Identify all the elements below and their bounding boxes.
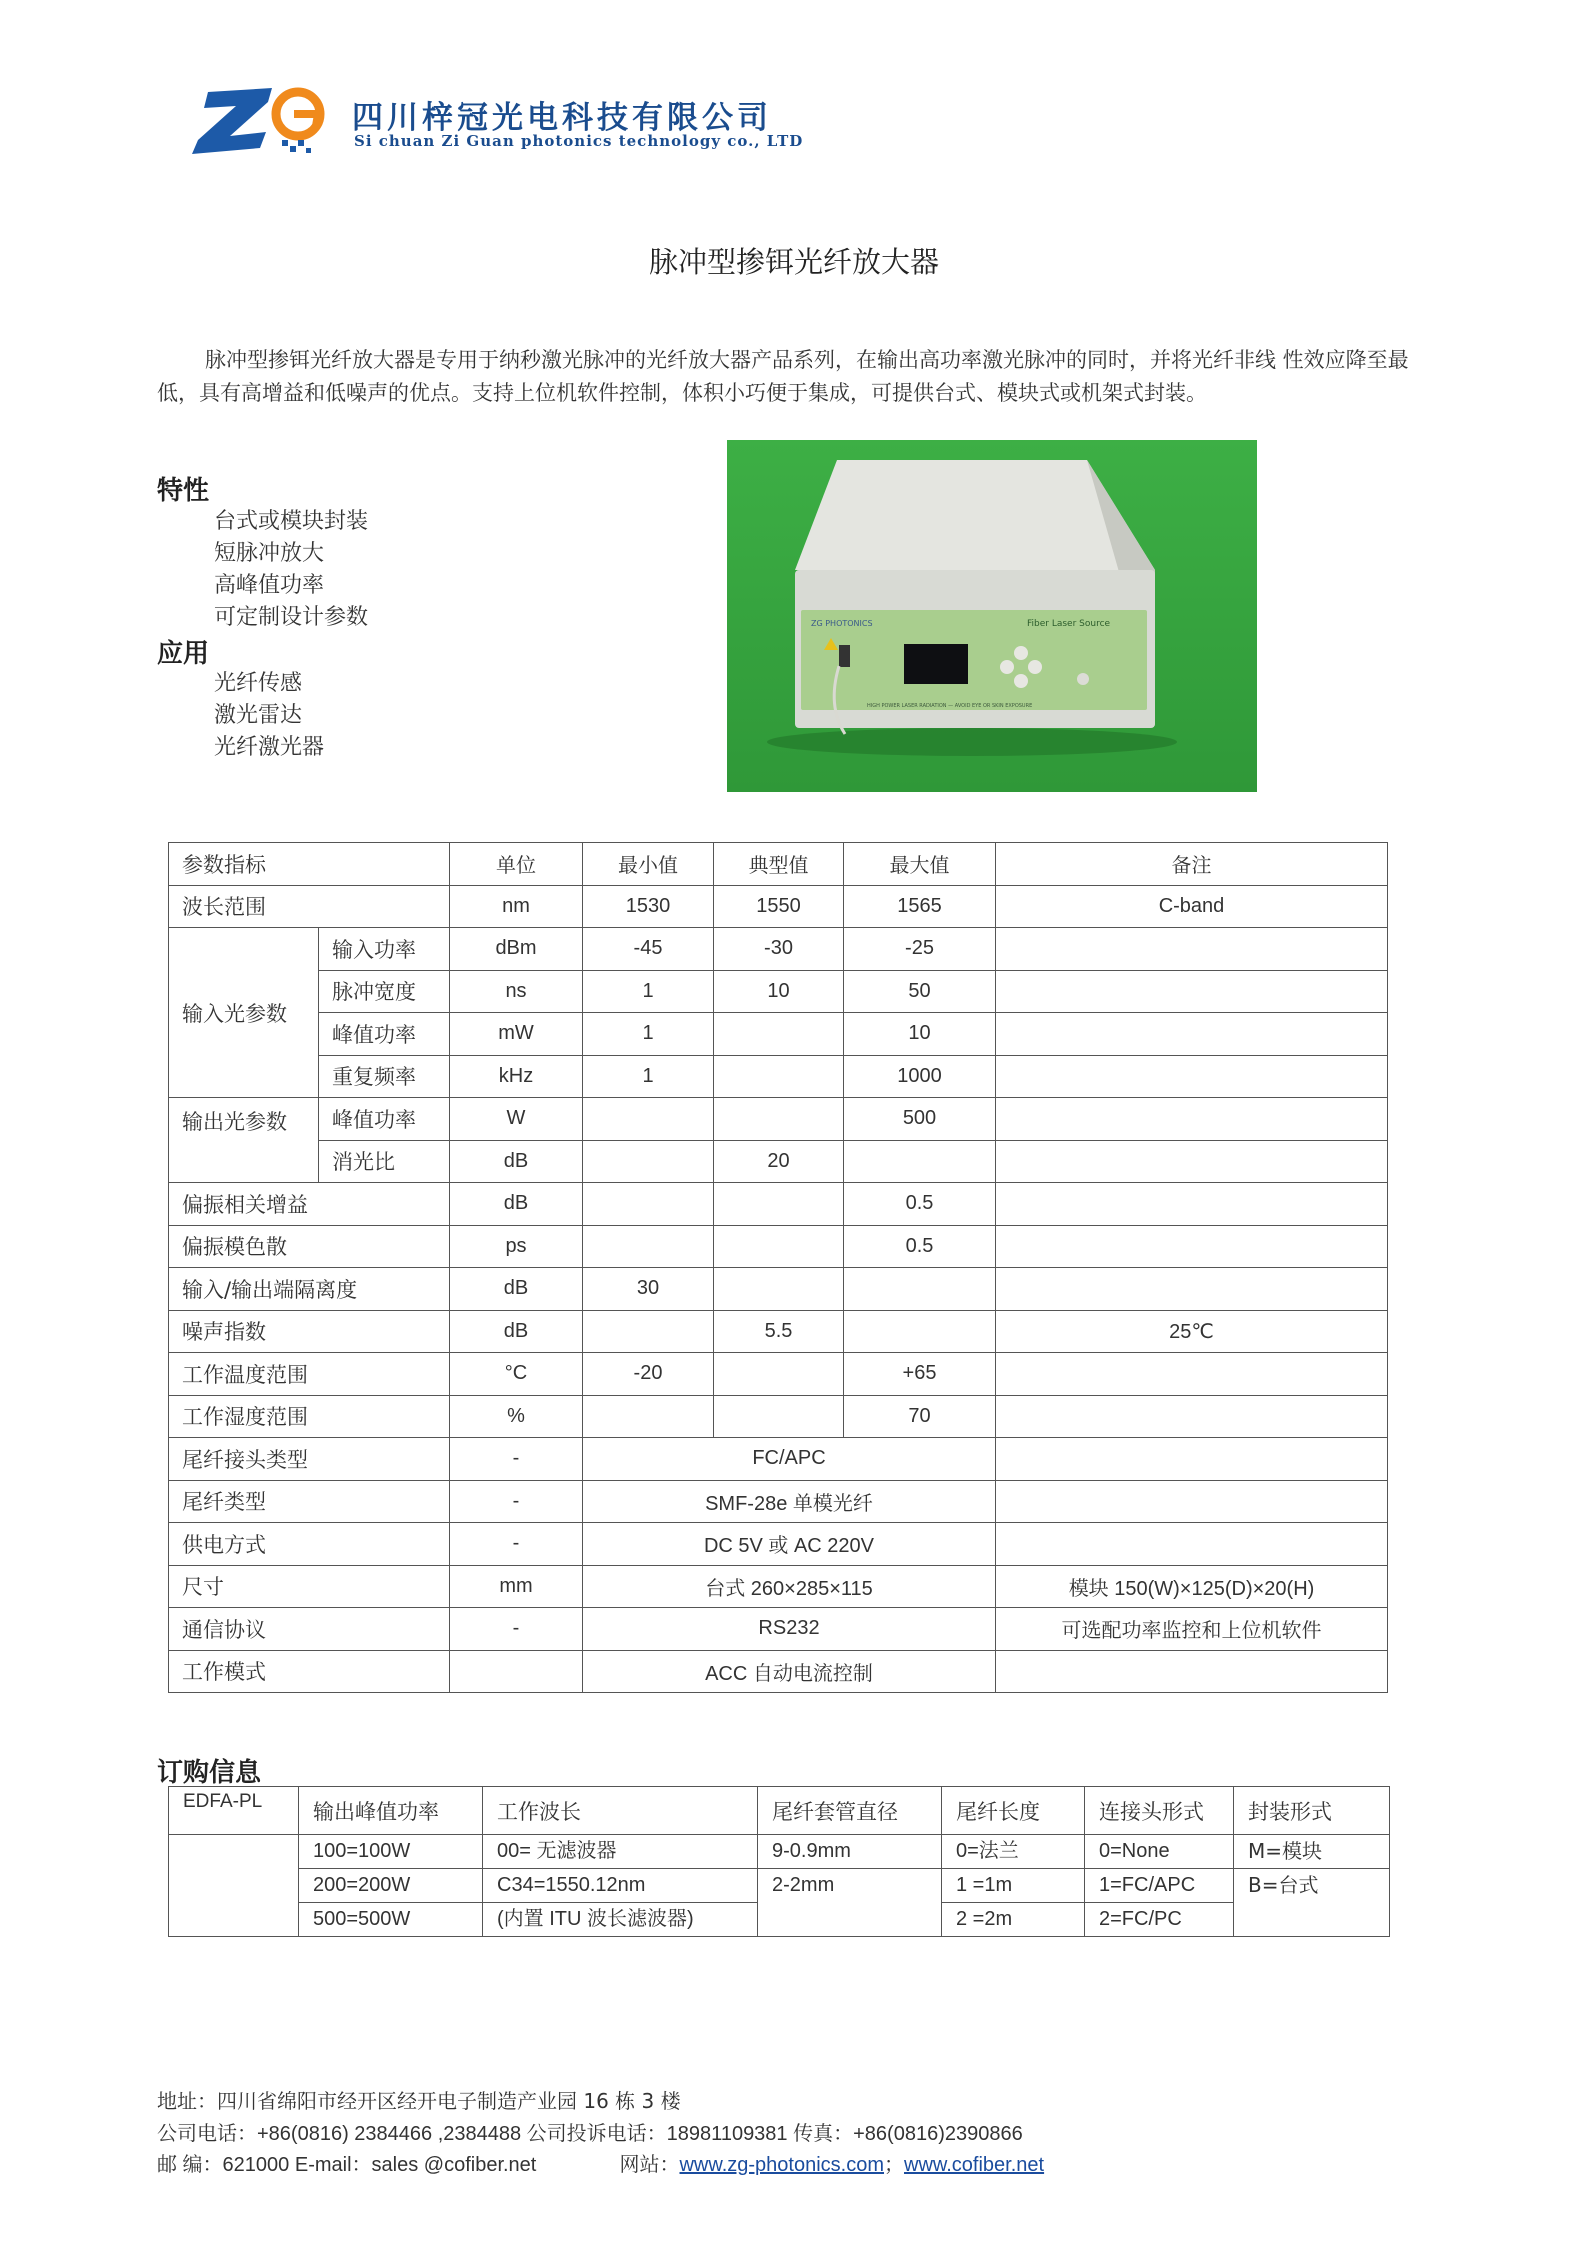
table-row: 消光比 dB 20 [169,1140,1388,1183]
order-header-row [169,1787,1390,1835]
feature-item: 短脉冲放大 [214,541,325,566]
website-link-cofiber[interactable]: www.cofiber.net [904,2154,1045,2176]
table-row: 输入/输出端隔离度 dB 30 [169,1268,1388,1311]
panel-caption: HIGH POWER LASER RADIATION — AVOID EYE OR SKIN EXPOSURE [867,703,1033,709]
table-row: 偏振模色散 ps 0.5 [169,1225,1388,1268]
feature-item: 可定制设计参数 [214,605,369,630]
company-name-en: Si chuan Zi Guan photonics technology co., LTD [354,132,804,150]
table-row: 波长范围 nm 1530 1550 1565 C-band [169,885,1388,928]
table-row: 输出光参数 峰值功率 W 500 [169,1098,1388,1141]
order-header-cell: 连接头形式 [1085,1787,1234,1835]
group-label: 输入光参数 [169,928,319,1098]
order-tube-options: 9-0.9mm 2-2mm [758,1835,942,1937]
applications-list [214,668,324,764]
panel-brand: ZG PHOTONICS [811,619,873,628]
company-name-cn: 四川梓冠光电科技有限公司 [352,100,772,136]
intro-paragraph: 脉冲型掺铒光纤放大器是专用于纳秒激光脉冲的光纤放大器产品系列，在输出高功率激光脉冲的同时，并将光纤非线 性效应降至最低，具有高增益和低噪声的优点。支持上位机软件控制，体积小巧便于集成，可提供台式、模块式或机架式封装。 [157,348,1409,405]
panel-title: Fiber Laser Source [1027,619,1111,629]
order-header-cell: EDFA-PL [169,1787,299,1835]
table-row: 供电方式 - DC 5V 或 AC 220V [169,1523,1388,1566]
application-item: 光纤激光器 [214,735,325,760]
features-list [214,506,368,634]
website-link-zg[interactable]: www.zg-photonics.com [679,2154,885,2176]
table-row: 尾纤接头类型 - FC/APC [169,1438,1388,1481]
header-cell: 备注 [996,843,1388,886]
applications-heading: 应用 [157,639,210,669]
table-row: 尾纤类型 - SMF-28e 单模光纤 [169,1480,1388,1523]
table-row: 脉冲宽度 ns 1 10 50 [169,970,1388,1013]
table-row: 尺寸 mm 台式 260×285×115 模块 150(W)×125(D)×20(H) [169,1565,1388,1608]
order-header-cell: 封装形式 [1234,1787,1390,1835]
features-heading: 特性 [157,476,210,506]
feature-item: 高峰值功率 [214,573,325,598]
order-length-options: 0=法兰 1 =1m 2 =2m [942,1835,1085,1937]
footer-zip-email: 邮 编：621000 E-mail：sales @cofiber.net [157,2154,537,2176]
table-row: 峰值功率 mW 1 10 [169,1013,1388,1056]
order-table [168,1786,1390,1937]
table-row: 重复频率 kHz 1 1000 [169,1055,1388,1098]
footer-contact [157,2148,1044,2177]
document-title: 脉冲型掺铒光纤放大器 [648,245,939,279]
header-cell: 最大值 [844,843,996,886]
order-power-options: 100=100W 200=200W 500=500W [299,1835,483,1937]
table-row: 工作温度范围 °C -20 +65 [169,1353,1388,1396]
footer-site-label: 网站： [619,2154,680,2176]
product-photo [727,440,1257,792]
header-cell: 最小值 [583,843,714,886]
table-row: 输入光参数 输入功率 dBm -45 -30 -25 [169,928,1388,971]
order-connector-options: 0=None 1=FC/APC 2=FC/PC [1085,1835,1234,1937]
table-row: 通信协议 - RS232 可选配功率监控和上位机软件 [169,1608,1388,1651]
application-item: 激光雷达 [214,703,303,728]
table-row: 工作模式 ACC 自动电流控制 [169,1650,1388,1693]
order-heading: 订购信息 [157,1758,262,1788]
footer-site-sep: ； [884,2154,905,2176]
header-cell: 单位 [450,843,583,886]
spec-table [168,842,1388,1693]
group-label: 输出光参数 [169,1098,319,1183]
footer-address: 地址：四川省绵阳市经开区经开电子制造产业园 16 栋 3 楼 [157,2089,681,2113]
order-wavelength-options: 00= 无滤波器 C34=1550.12nm (内置 ITU 波长滤波器) [483,1835,758,1937]
table-row: 工作湿度范围 % 70 [169,1395,1388,1438]
header-cell: 参数指标 [169,843,450,886]
feature-item: 台式或模块封装 [214,509,369,534]
table-row: 噪声指数 dB 5.5 25℃ [169,1310,1388,1353]
application-item: 光纤传感 [214,671,303,696]
company-logo [190,82,340,162]
order-header-cell: 尾纤长度 [942,1787,1085,1835]
table-row: 偏振相关增益 dB 0.5 [169,1183,1388,1226]
table-header-row [169,843,1388,886]
footer-phone: 公司电话：+86(0816) 2384466 ,2384488 公司投诉电话：18981109381 传真：+86(0816)2390866 [157,2123,1023,2145]
order-package-options: M=模块 B=台式 [1234,1835,1390,1937]
order-header-cell: 工作波长 [483,1787,758,1835]
header-cell: 典型值 [714,843,844,886]
order-header-cell: 输出峰值功率 [299,1787,483,1835]
order-header-cell: 尾纤套管直径 [758,1787,942,1835]
order-options-row [169,1835,1390,1937]
